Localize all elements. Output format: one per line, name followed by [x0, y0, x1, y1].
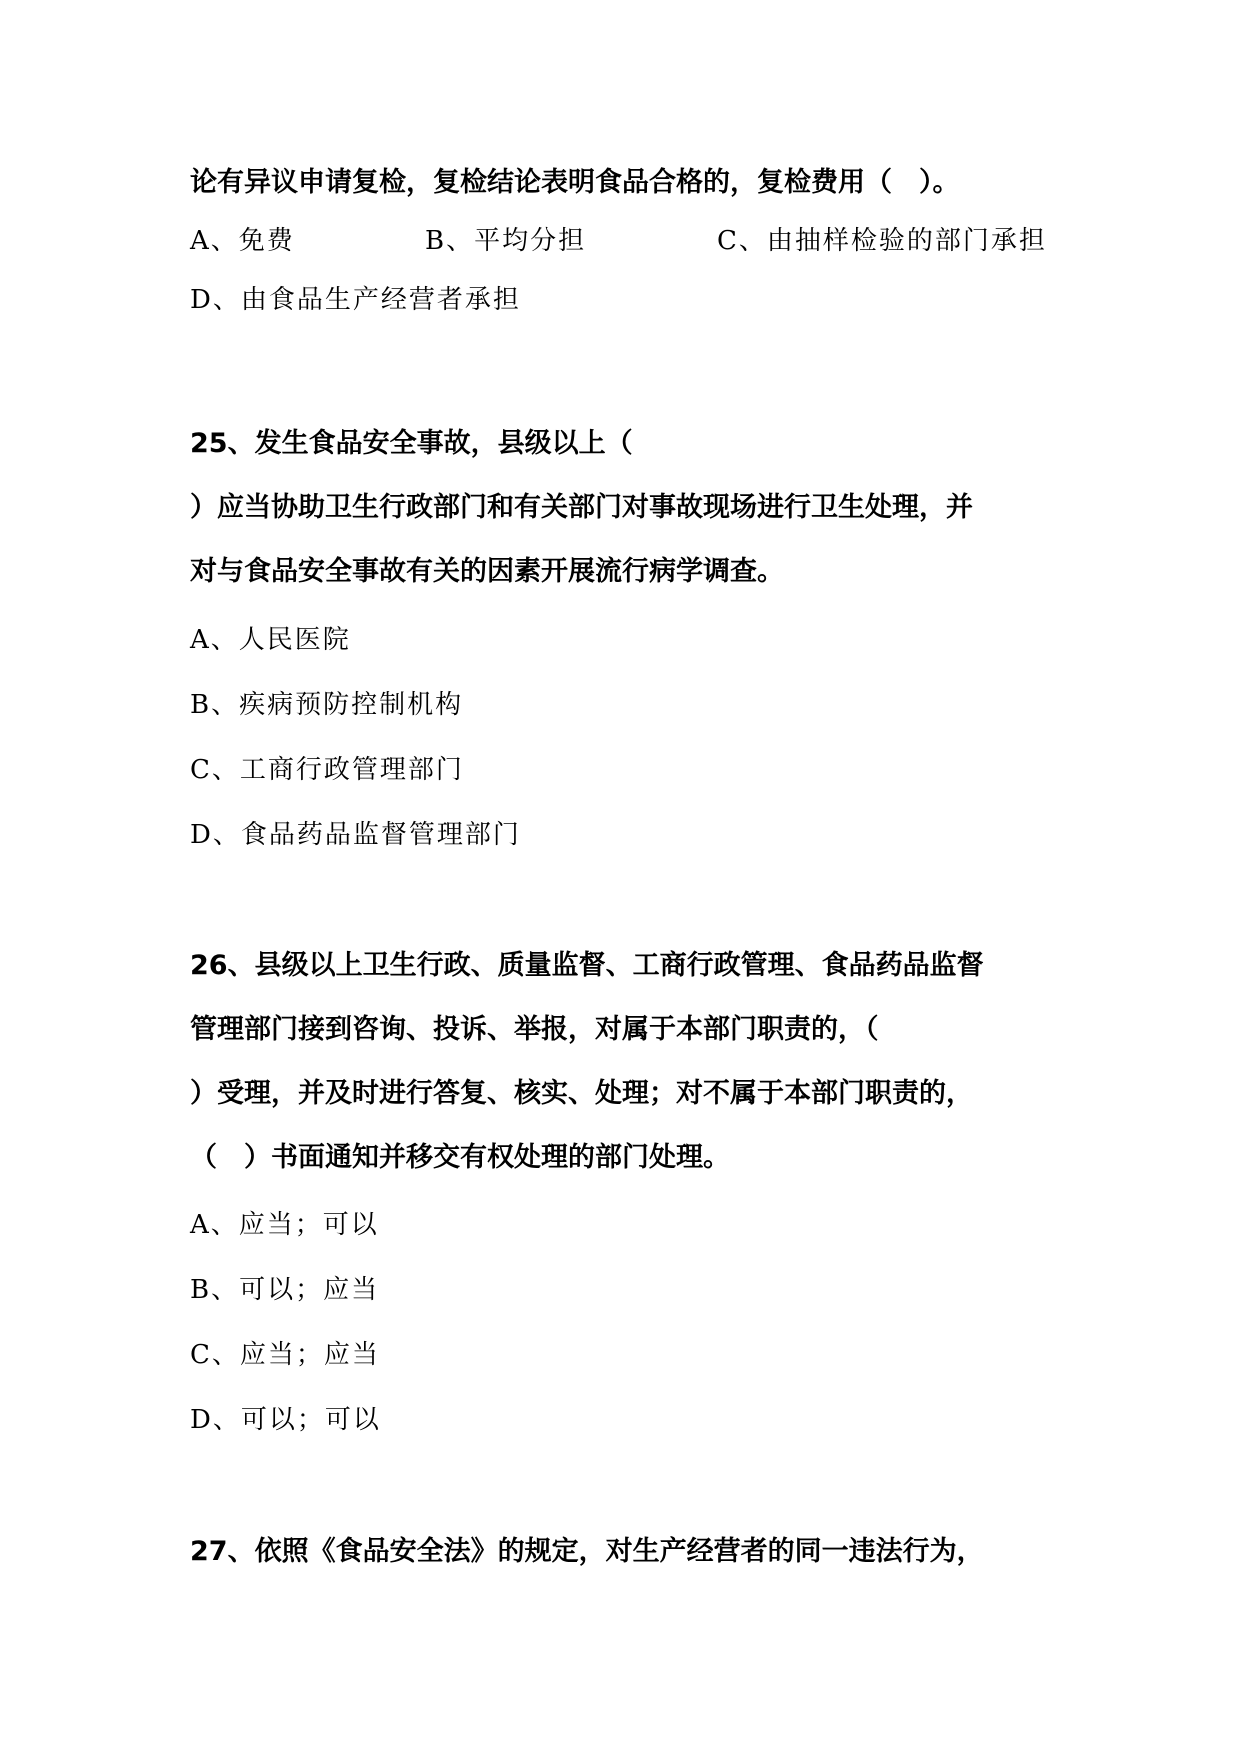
option-b: B、疾病预防控制机构	[190, 690, 464, 720]
option-d: D、食品药品监督管理部门	[190, 820, 521, 850]
option-c: C、由抽样检验的部门承担	[717, 226, 1047, 256]
question-stem-line: 对与食品安全事故有关的因素开展流行病学调查。	[190, 556, 784, 587]
question-stem-line: 26、县级以上卫生行政、质量监督、工商行政管理、食品药品监督	[190, 950, 984, 981]
option-c: C、工商行政管理部门	[190, 755, 464, 785]
option-a: A、应当；可以	[190, 1210, 379, 1240]
option-a: A、人民医院	[190, 625, 351, 655]
option-a: A、免费	[190, 226, 295, 256]
option-b: B、可以；应当	[190, 1275, 380, 1305]
option-d: D、由食品生产经营者承担	[190, 285, 521, 315]
option-c: C、应当；应当	[190, 1340, 380, 1370]
question-stem-line: 25、发生食品安全事故，县级以上（	[190, 428, 633, 459]
question-stem-line: 论有异议申请复检，复检结论表明食品合格的，复检费用（ ）。	[190, 167, 960, 198]
option-b: B、平均分担	[425, 226, 587, 256]
option-d: D、可以；可以	[190, 1405, 381, 1435]
question-stem-line: ）应当协助卫生行政部门和有关部门对事故现场进行卫生处理，并	[190, 492, 973, 523]
question-stem-line: 27、依照《食品安全法》的规定，对生产经营者的同一违法行为，	[190, 1536, 984, 1567]
question-stem-line: 管理部门接到咨询、投诉、举报，对属于本部门职责的，（	[190, 1014, 879, 1045]
question-stem-line: ）受理，并及时进行答复、核实、处理；对不属于本部门职责的，	[190, 1078, 973, 1109]
question-stem-line: （ ）书面通知并移交有权处理的部门处理。	[190, 1142, 730, 1173]
